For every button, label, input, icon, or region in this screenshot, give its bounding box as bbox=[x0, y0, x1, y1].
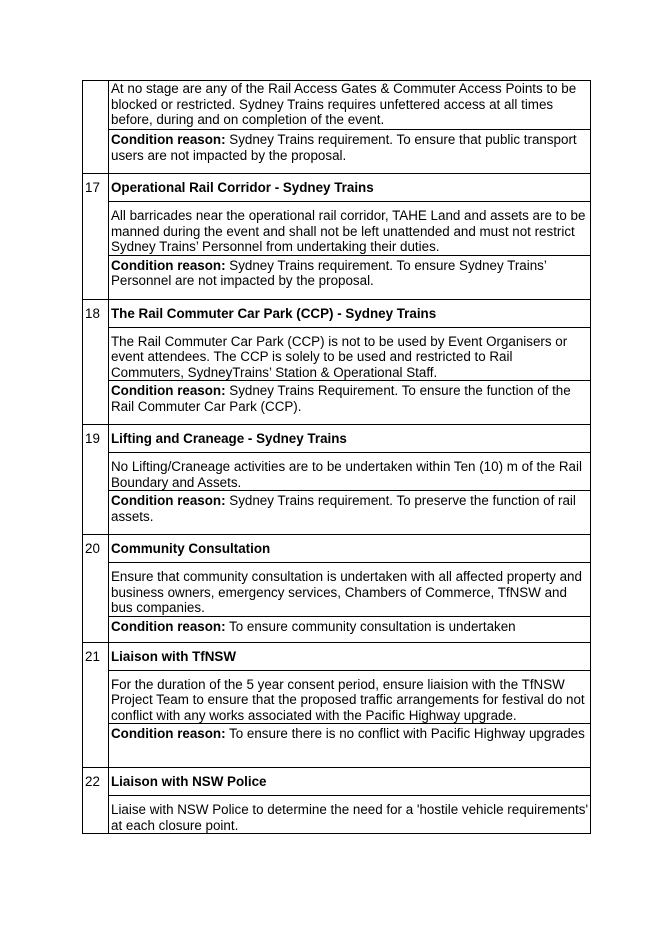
condition-number-cell bbox=[83, 299, 109, 425]
condition-text-cell bbox=[109, 563, 591, 617]
condition-number-cell bbox=[83, 768, 109, 834]
table-row bbox=[83, 670, 591, 724]
condition-reason-label: Condition reason: bbox=[111, 493, 226, 508]
table-row bbox=[83, 491, 591, 535]
condition-reason-text: To ensure there is no conflict with Pacific Highway upgrades bbox=[225, 726, 585, 741]
table-row bbox=[83, 202, 591, 256]
condition-reason-label: Condition reason: bbox=[111, 383, 226, 398]
condition-number: 22 bbox=[85, 774, 100, 789]
condition-reason-cell bbox=[109, 130, 591, 174]
table-row bbox=[83, 453, 591, 491]
condition-reason-cell bbox=[109, 491, 591, 535]
condition-heading: Lifting and Craneage - Sydney Trains bbox=[111, 431, 347, 446]
condition-text-cell bbox=[109, 327, 591, 381]
table-row bbox=[83, 563, 591, 617]
condition-reason-cell bbox=[109, 255, 591, 299]
condition-heading-cell bbox=[109, 768, 591, 796]
condition-reason-text: Sydney Trains Requirement. To ensure the function of the Rail Commuter Car Park (CCP). bbox=[111, 383, 571, 414]
condition-heading: Liaison with NSW Police bbox=[111, 774, 267, 789]
conditions-table bbox=[82, 80, 591, 834]
condition-heading-cell bbox=[109, 174, 591, 202]
condition-number: 20 bbox=[85, 541, 100, 556]
condition-number: 19 bbox=[85, 431, 100, 446]
condition-text: Ensure that community consultation is undertaken with all affected property and business owners, emergency services, Chambers of Commerce, TfNSW and bus companies. bbox=[111, 569, 582, 615]
condition-text-cell bbox=[109, 796, 591, 834]
condition-text: All barricades near the operational rail corridor, TAHE Land and assets are to be manned during the event and shall not be left unattended and must not restrict Sydney Trains’ Personnel from undertaking their duties. bbox=[111, 208, 586, 254]
condition-reason-label: Condition reason: bbox=[111, 257, 226, 273]
condition-text-cell bbox=[109, 202, 591, 256]
table-row bbox=[83, 381, 591, 425]
table-row bbox=[83, 174, 591, 202]
condition-reason-text: Sydney Trains requirement. To ensure that public transport users are not impacted by the proposal. bbox=[111, 132, 577, 163]
condition-text: For the duration of the 5 year consent period, ensure liaision with the TfNSW Project Team to ensure that the proposed traffic arrangements for festival do not conflict with any works associated with the Pacific Highway upgrade. bbox=[111, 676, 585, 723]
table-row bbox=[83, 81, 591, 130]
condition-reason-label: Condition reason: bbox=[111, 132, 226, 147]
condition-heading-cell bbox=[109, 299, 591, 327]
condition-text: Liaise with NSW Police to determine the need for a 'hostile vehicle requirements' at each closure point. bbox=[111, 802, 588, 833]
condition-heading: Liaison with TfNSW bbox=[111, 648, 236, 664]
condition-text: At no stage are any of the Rail Access Gates & Commuter Access Points to be blocked or restricted. Sydney Trains requires unfettered access at all times before, during and on completion of the event. bbox=[111, 81, 577, 127]
table-row bbox=[83, 768, 591, 796]
table-row bbox=[83, 796, 591, 834]
table-row bbox=[83, 255, 591, 299]
condition-reason-cell bbox=[109, 381, 591, 425]
table-row bbox=[83, 724, 591, 768]
condition-text: No Lifting/Craneage activities are to be undertaken within Ten (10) m of the Rail Boundary and Assets. bbox=[111, 459, 582, 490]
condition-number: 21 bbox=[85, 648, 100, 664]
condition-text: The Rail Commuter Car Park (CCP) is not to be used by Event Organisers or event attendees. The CCP is solely to be used and restricted to Rail Commuters, SydneyTrains’ Station & Operational Staff. bbox=[111, 333, 568, 380]
condition-number-cell bbox=[83, 81, 109, 174]
condition-heading: Operational Rail Corridor - Sydney Trains bbox=[111, 180, 374, 195]
table-row bbox=[83, 535, 591, 563]
condition-number-cell bbox=[83, 425, 109, 535]
table-row bbox=[83, 642, 591, 670]
condition-reason-text: To ensure community consultation is undertaken bbox=[225, 618, 516, 634]
condition-reason-text: Sydney Trains requirement. To preserve the function of rail assets. bbox=[111, 493, 576, 524]
condition-reason-cell bbox=[109, 724, 591, 768]
table-row bbox=[83, 299, 591, 327]
table-row bbox=[83, 425, 591, 453]
condition-reason-cell bbox=[109, 616, 591, 642]
table-row bbox=[83, 327, 591, 381]
condition-heading-cell bbox=[109, 642, 591, 670]
condition-text-cell bbox=[109, 81, 591, 130]
table-row bbox=[83, 130, 591, 174]
condition-heading-cell bbox=[109, 425, 591, 453]
condition-number: 17 bbox=[85, 180, 100, 195]
condition-heading: Community Consultation bbox=[111, 541, 271, 556]
condition-reason-text: Sydney Trains requirement. To ensure Sydney Trains’ Personnel are not impacted by the proposal. bbox=[111, 257, 547, 288]
condition-number-cell bbox=[83, 642, 109, 768]
condition-heading-cell bbox=[109, 535, 591, 563]
condition-text-cell bbox=[109, 670, 591, 724]
condition-reason-label: Condition reason: bbox=[111, 726, 226, 741]
condition-number-cell bbox=[83, 174, 109, 300]
table-row bbox=[83, 616, 591, 642]
condition-number-cell bbox=[83, 535, 109, 643]
condition-number: 18 bbox=[85, 305, 100, 321]
condition-text-cell bbox=[109, 453, 591, 491]
condition-reason-label: Condition reason: bbox=[111, 618, 226, 634]
condition-heading: The Rail Commuter Car Park (CCP) - Sydney Trains bbox=[111, 305, 437, 321]
